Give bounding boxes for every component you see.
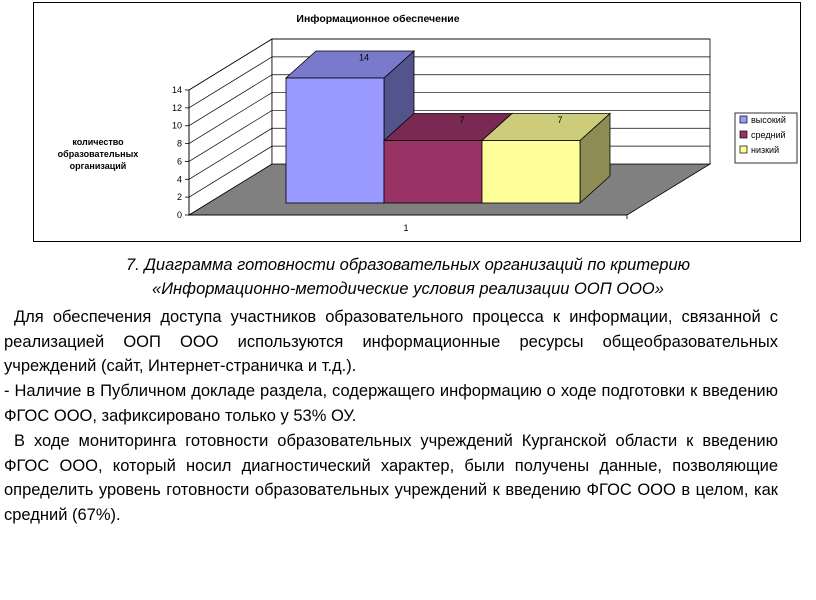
- chart-frame: [33, 2, 801, 242]
- y-tick-label: 6: [176, 156, 182, 167]
- legend-swatch: [740, 116, 747, 123]
- legend-label: низкий: [751, 145, 780, 155]
- figure-caption-line-2: «Информационно-методические условия реализации ООП ООО»: [152, 280, 664, 298]
- y-tick-label: 10: [171, 120, 182, 131]
- y-tick-label: 12: [171, 102, 182, 113]
- legend-label: высокий: [751, 115, 786, 125]
- x-tick-label: 1: [403, 223, 409, 233]
- legend-swatch: [740, 146, 747, 153]
- y-axis-label: [58, 137, 139, 171]
- data-label: 7: [557, 115, 563, 125]
- paragraph-2: - Наличие в Публичном докладе раздела, содержащего информацию о ходе подготовки к введению ФГОС ООО, зафиксировано только у 53% ОУ.: [4, 382, 778, 425]
- y-axis-label-line: образовательных: [57, 149, 139, 159]
- data-label: 14: [358, 52, 370, 63]
- chart-title: Информационное обеспечение: [296, 13, 460, 25]
- bar-front: [482, 141, 580, 204]
- bar-низкий: [482, 114, 610, 204]
- legend: [735, 113, 797, 163]
- y-tick-label: 0: [176, 210, 182, 220]
- y-axis-label-line: количество: [72, 137, 124, 147]
- y-tick-label: 8: [176, 138, 182, 149]
- paragraph-1: Для обеспечения доступа участников образовательного процесса к информации, связанной с реализацией ООП ООО используются информационные ресурсы общеобразовательных учреждений (сайт, Интернет-страничка и т.д.).: [4, 308, 778, 375]
- y-tick-label: 4: [176, 174, 182, 185]
- data-label: 7: [459, 115, 465, 125]
- bar-chart: [34, 3, 800, 241]
- legend-swatch: [740, 131, 747, 138]
- bar-front: [286, 78, 384, 203]
- figure-caption-line-1: 7. Диаграмма готовности образовательных организаций по критерию: [125, 256, 691, 274]
- paragraph-3: В ходе мониторинга готовности образовательных учреждений Курганской области к введению ФГОС ООО, который носил диагностический характер, были получены данные, позволяющие определить уровень готовности образовательных учреждений к введению ФГОС ООО в целом, как средний (67%).: [4, 432, 778, 524]
- y-axis-label-line: организаций: [69, 161, 127, 171]
- y-tick-label: 14: [171, 85, 182, 95]
- legend-label: средний: [751, 130, 786, 140]
- y-tick-label: 2: [176, 192, 182, 203]
- bar-front: [384, 141, 482, 204]
